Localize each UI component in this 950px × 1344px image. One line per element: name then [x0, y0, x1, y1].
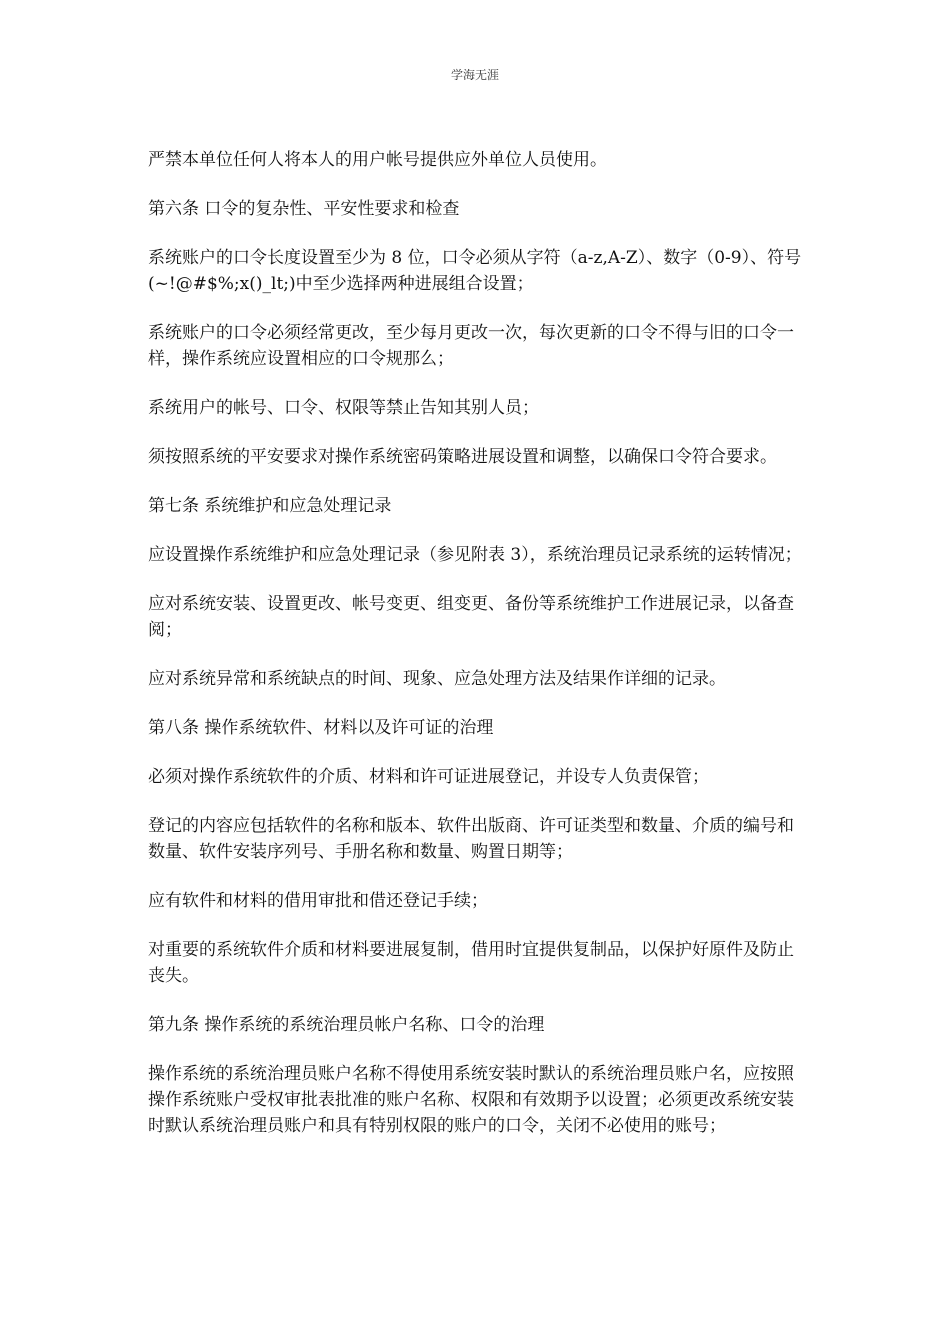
paragraph-17: 操作系统的系统治理员账户名称不得使用系统安装时默认的系统治理员账户名，应按照操作系统账户受权审批表批准的账户名称、权限和有效期予以设置；必须更改系统安装时默认系统治理员账户和具有特别权限的账户的口令，关闭不必使用的账号； — [148, 1064, 794, 1136]
paragraph-5: 系统用户的帐号、口令、权限等禁止告知其别人员； — [148, 398, 539, 418]
paragraph-10: 应对系统异常和系统缺点的时间、现象、应急处理方法及结果作详细的记录。 — [148, 669, 726, 689]
article-7-heading: 第七条 系统维护和应急处理记录 — [148, 496, 392, 516]
article-9-heading: 第九条 操作系统的系统治理员帐户名称、口令的治理 — [148, 1015, 545, 1035]
article-6-heading: 第六条 口令的复杂性、平安性要求和检查 — [148, 199, 460, 219]
paragraph-1: 严禁本单位任何人将本人的用户帐号提供应外单位人员使用。 — [148, 150, 607, 170]
paragraph-15: 对重要的系统软件介质和材料要进展复制，借用时宜提供复制品，以保护好原件及防止丧失。 — [148, 940, 794, 986]
paragraph-6: 须按照系统的平安要求对操作系统密码策略进展设置和调整，以确保口令符合要求。 — [148, 447, 777, 467]
paragraph-4: 系统账户的口令必须经常更改，至少每月更改一次，每次更新的口令不得与旧的口令一样，操作系统应设置相应的口令规那么； — [148, 323, 794, 369]
paragraph-12: 必须对操作系统软件的介质、材料和许可证进展登记，并设专人负责保管； — [148, 767, 709, 787]
article-8-heading: 第八条 操作系统软件、材料以及许可证的治理 — [148, 718, 494, 738]
paragraph-14: 应有软件和材料的借用审批和借还登记手续； — [148, 891, 488, 911]
paragraph-13: 登记的内容应包括软件的名称和版本、软件出版商、许可证类型和数量、介质的编号和数量、软件安装序列号、手册名称和数量、购置日期等； — [148, 816, 794, 862]
paragraph-8: 应设置操作系统维护和应急处理记录（参见附表 3），系统治理员记录系统的运转情况； — [148, 545, 802, 565]
document-body — [148, 147, 808, 1162]
paragraph-3: 系统账户的口令长度设置至少为 8 位，口令必须从字符（a-z,A-Z）、数字（0-9）、符号(~!@#$%;x()_lt;)中至少选择两种进展组合设置； — [148, 248, 802, 294]
page-header: 学海无涯 — [450, 68, 499, 82]
paragraph-9: 应对系统安装、设置更改、帐号变更、组变更、备份等系统维护工作进展记录，以备查阅； — [148, 594, 794, 640]
